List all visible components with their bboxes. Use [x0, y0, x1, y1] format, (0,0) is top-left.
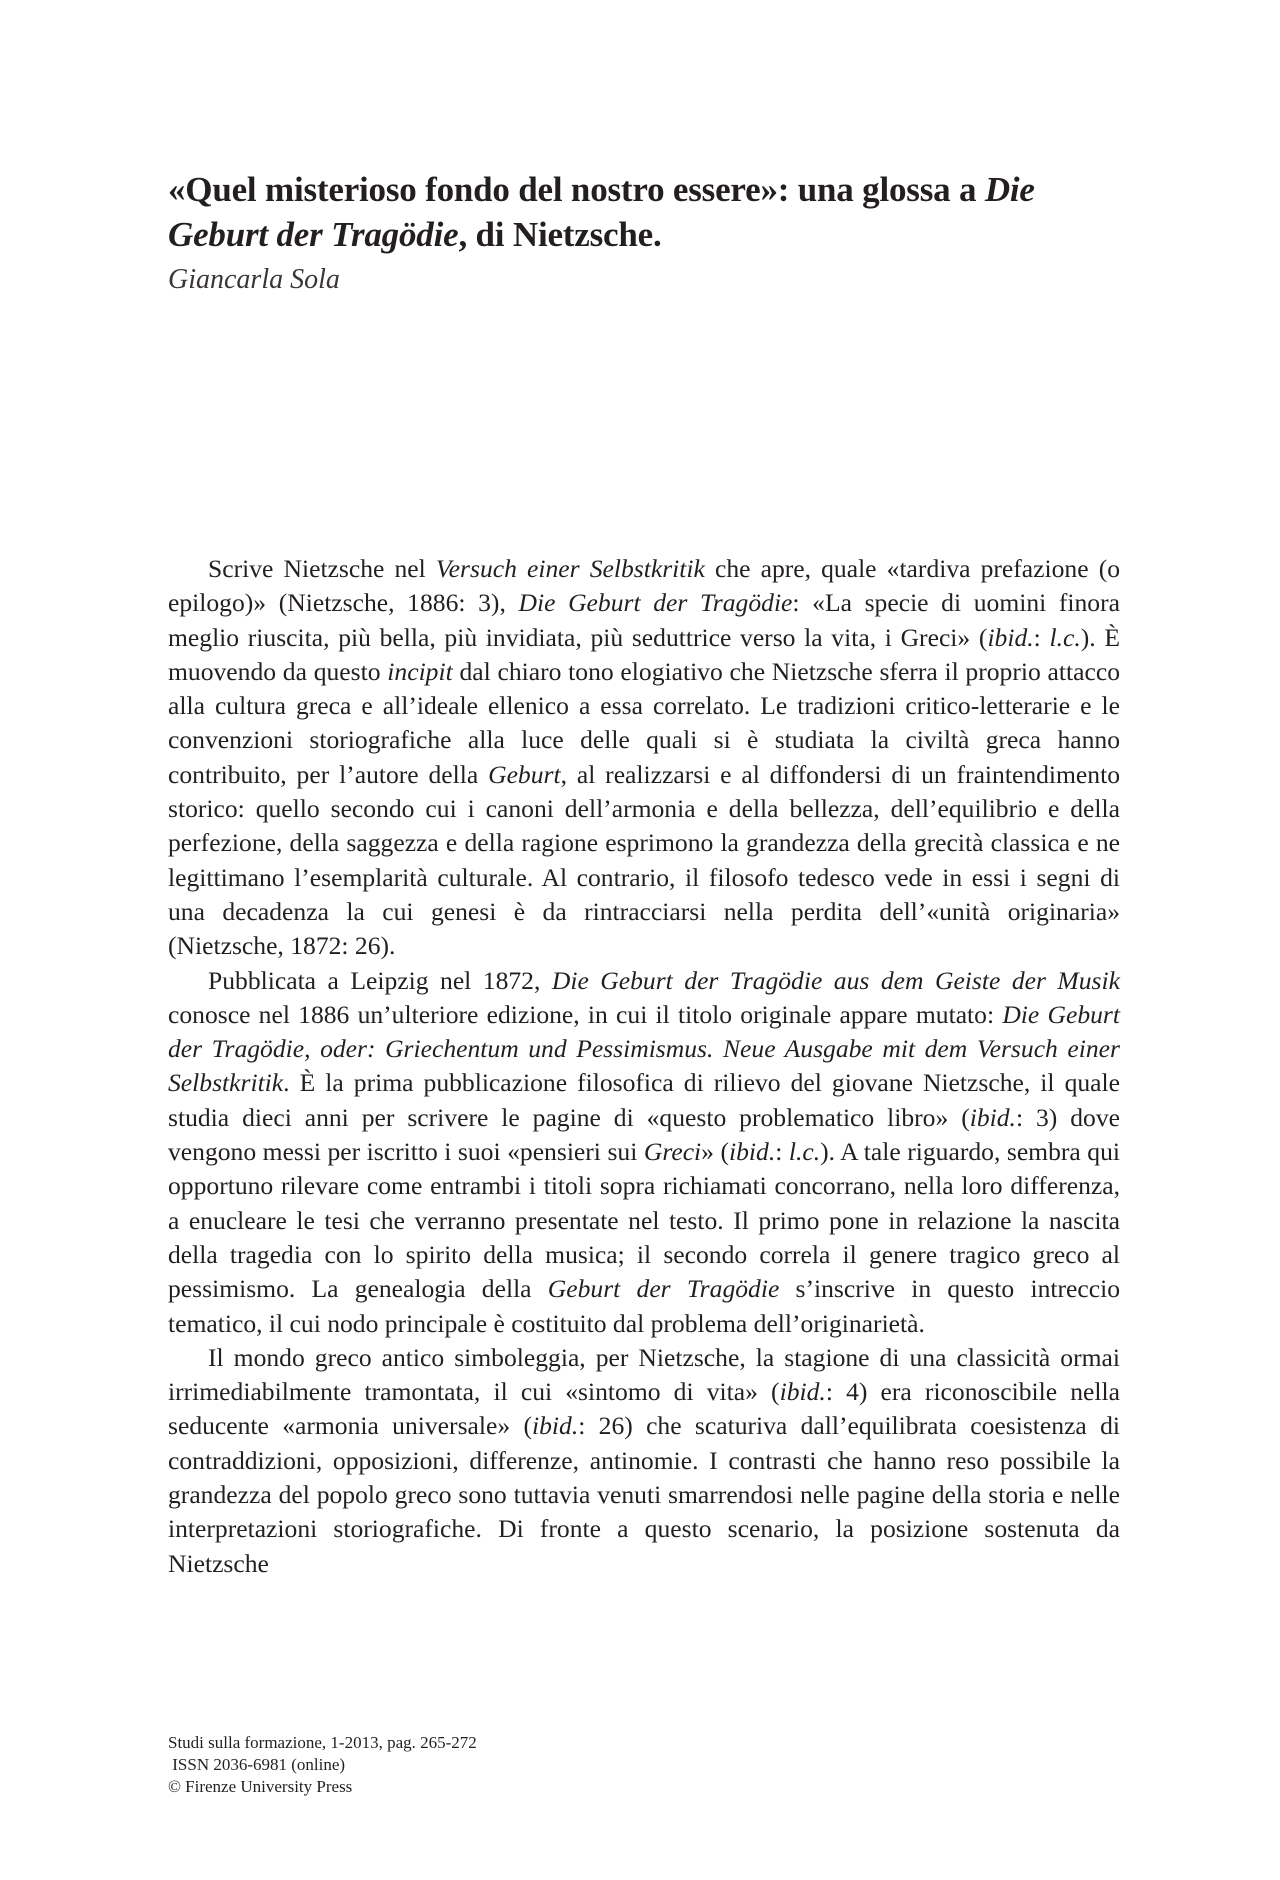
text-run: : [1033, 622, 1050, 652]
italic-text-run: Die Geburt der Tragödie, oder: Griechentum und Pessimismus. Neue Ausgabe mit dem Versuch einer Selbstkritik [168, 999, 1121, 1098]
author-name: Giancarla Sola [168, 264, 340, 295]
text-run: dal chiaro tono elogiativo che Nietzsche sferra il proprio attacco alla cultura greca e all’ideale ellenico a essa correlato. Le tradizioni critico-letterarie e le convenzioni storiografiche alla luce delle quali si è studiata la civiltà greca hanno contribuito, per l’autore della [168, 656, 1120, 789]
text-run: , al realizzarsi e al diffondersi di un fraintendimento storico: quello secondo cui i canoni dell’armonia e della bellezza, dell’equilibrio e della perfezione, della saggezza e della ragione esprimono la grandezza della grecità classica e ne legittimano l’esemplarità culturale. Al contrario, il filosofo tedesco vede in essi i segni di una decadenza la cui genesi è da rintracciarsi nella perdita dell’«unità originaria» (Nietzsche, 1872: 26). [168, 759, 1120, 961]
title-part-2-italic: Die Geburt der Tragödie [168, 170, 1035, 254]
paragraph-2 [168, 964, 1120, 1341]
text-run: » ( [701, 1137, 730, 1167]
issn-line: ISSN 2036-6981 (online) [168, 1755, 346, 1774]
italic-text-run: Die Geburt der Tragödie [518, 588, 793, 618]
italic-text-run: Geburt [488, 759, 561, 789]
text-run: che apre, quale «tardiva prefazione (o epilogo)» (Nietzsche, 1886: 3), [168, 554, 1121, 618]
article-body [168, 552, 1120, 1581]
title-part-3: , di Nietzsche. [458, 215, 662, 254]
italic-text-run: l.c. [788, 1137, 821, 1167]
paragraph-1 [168, 552, 1120, 964]
italic-text-run: l.c. [1049, 622, 1081, 652]
italic-text-run: ibid. [779, 1377, 826, 1407]
italic-text-run: Die Geburt der Tragödie aus dem Geiste der Musik [551, 965, 1120, 995]
page-footer [168, 1732, 477, 1798]
italic-text-run: ibid. [729, 1137, 776, 1167]
text-run: : 26) che scaturiva dall’equilibrata coesistenza di contraddizioni, opposizioni, differenze, antinomie. I contrasti che hanno reso possibile la grandezza del popolo greco sono tuttavia venuti smarrendosi nelle pagine della storia e nelle interpretazioni storiografiche. Di fronte a questo scenario, la posizione sostenuta da Nietzsche [168, 1411, 1120, 1578]
text-run: conosce nel 1886 un’ulteriore edizione, in cui il titolo originale appare mutato: [168, 999, 1003, 1029]
italic-text-run: incipit [387, 656, 453, 686]
italic-text-run: ibid. [969, 1102, 1016, 1132]
text-run: s’inscrive in questo intreccio tematico, il cui nodo principale è costituito dal problema dell’originarietà. [168, 1274, 1120, 1338]
italic-text-run: Geburt der Tragödie [547, 1274, 780, 1304]
text-run: ). A tale riguardo, sembra qui opportuno rilevare come entrambi i titoli sopra richiamati concorrano, nella loro differenza, a enucleare le tesi che verranno presentate nel testo. Il primo pone in relazione la nascita della tragedia con lo spirito della musica; il secondo correla il genere tragico greco al pessimismo. La genealogia della [168, 1137, 1120, 1304]
italic-text-run: ibid. [532, 1411, 579, 1441]
text-run: : «La specie di uomini finora meglio riuscita, più bella, più invidiata, più seduttrice verso la vita, i Greci» ( [168, 588, 1120, 652]
text-run: Scrive Nietzsche nel [208, 554, 436, 583]
title-block [168, 167, 1128, 298]
paragraph-3 [168, 1341, 1120, 1581]
journal-citation: Studi sulla formazione, 1-2013, pag. 265-272 [168, 1733, 477, 1752]
text-run: : 4) era riconoscibile nella seducente «armonia universale» ( [168, 1377, 1120, 1441]
title-part-1: «Quel misterioso fondo del nostro essere»: una glossa a [168, 170, 985, 209]
italic-text-run: Versuch einer Selbstkritik [435, 554, 705, 583]
text-run: Il mondo greco antico simboleggia, per Nietzsche, la stagione di una classicità ormai irrimediabilmente tramontata, il cui «sintomo di vita» ( [168, 1342, 1120, 1407]
article-title [168, 167, 1128, 257]
text-run: . È la prima pubblicazione filosofica di rilievo del giovane Nietzsche, il quale studia dieci anni per scrivere le pagine di «questo problematico libro» ( [168, 1068, 1120, 1132]
text-run: : [775, 1137, 789, 1167]
text-run: ). È muovendo da questo [168, 622, 1120, 686]
text-run: : 3) dove vengono messi per iscritto i suoi «pensieri sui [168, 1102, 1120, 1167]
italic-text-run: Greci [643, 1137, 702, 1167]
text-run: Pubblicata a Leipzig nel 1872, [208, 965, 552, 995]
copyright-line: © Firenze University Press [168, 1777, 353, 1796]
italic-text-run: ibid. [987, 622, 1034, 652]
